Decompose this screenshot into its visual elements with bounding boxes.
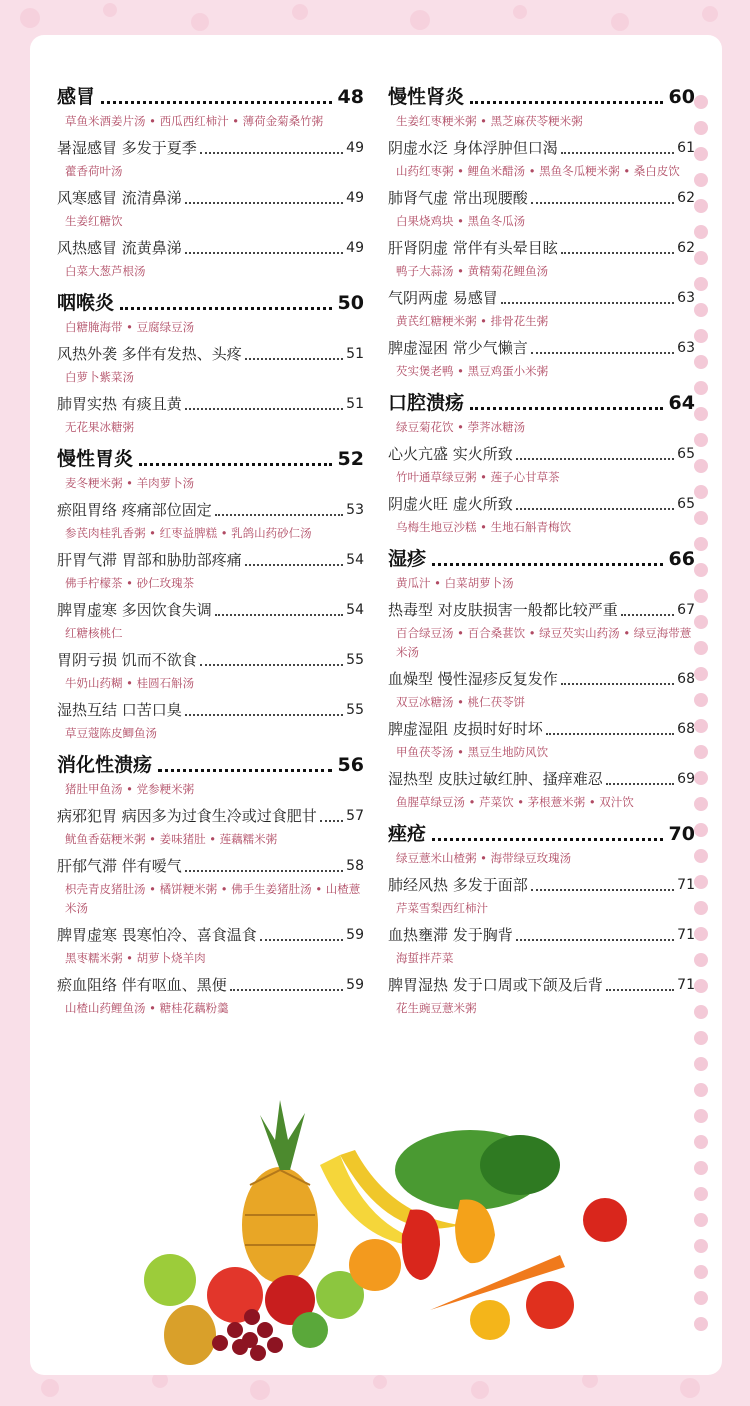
leader-dots: [516, 458, 674, 460]
page-number: 71: [677, 927, 695, 943]
toc-entry[interactable]: [57, 499, 364, 521]
leader-dots: [185, 252, 343, 254]
leader-dots: [531, 889, 674, 891]
page-number: 49: [346, 190, 364, 206]
page-number: 69: [677, 771, 695, 787]
recipe-list: 白糖腌海带 • 豆腐绿豆汤: [65, 320, 195, 334]
page-number: 65: [677, 446, 695, 462]
entry-title: 脾虚湿困 常少气懒言: [388, 339, 528, 357]
entry-title: 病邪犯胃 病因多为过食生冷或过食肥甘: [57, 807, 317, 825]
recipe-list: 山药红枣粥 • 鲤鱼米醋汤 • 黑鱼冬瓜粳米粥 • 桑白皮饮: [396, 164, 680, 178]
recipe-list: 双豆冰糖汤 • 桃仁茯苓饼: [396, 695, 526, 709]
recipe-list: 鱼腥草绿豆汤 • 芹菜饮 • 茅根薏米粥 • 双汁饮: [396, 795, 634, 809]
toc-entry[interactable]: [57, 393, 364, 415]
entry-title: 消化性溃疡: [57, 754, 153, 776]
toc-entry[interactable]: [57, 237, 364, 259]
toc-entry[interactable]: [57, 924, 364, 946]
section-heading[interactable]: [57, 85, 364, 109]
recipe-list: 黄芪红糖粳米粥 • 排骨花生粥: [396, 314, 549, 328]
leader-dots: [320, 820, 343, 822]
leader-dots: [245, 358, 343, 360]
toc-entry[interactable]: [57, 137, 364, 159]
entry-title: 风热感冒 流黄鼻涕: [57, 239, 182, 257]
page-number: 70: [668, 823, 695, 845]
toc-entry[interactable]: [388, 768, 695, 790]
page-number: 62: [677, 190, 695, 206]
leader-dots: [200, 152, 343, 154]
toc-entry[interactable]: [388, 599, 695, 621]
page-number: 49: [346, 240, 364, 256]
recipe-list: 生姜红糖饮: [65, 214, 123, 228]
toc-entry[interactable]: [388, 974, 695, 996]
notebook-holes: [694, 95, 708, 1343]
entry-title: 湿热型 皮肤过敏红肿、搔痒难忍: [388, 770, 603, 788]
section-heading[interactable]: [388, 547, 695, 571]
toc-card: [30, 35, 722, 1375]
leader-dots: [200, 664, 343, 666]
entry-title: 瘀阻胃络 疼痛部位固定: [57, 501, 212, 519]
page-number: 68: [677, 721, 695, 737]
leader-dots: [185, 870, 343, 872]
page-number: 57: [346, 808, 364, 824]
leader-dots: [260, 939, 343, 941]
page-number: 67: [677, 602, 695, 618]
page-number: 58: [346, 858, 364, 874]
page-number: 64: [668, 392, 695, 414]
toc-right-column: [388, 85, 695, 1024]
entry-title: 气阴两虚 易感冒: [388, 289, 498, 307]
page-number: 71: [677, 977, 695, 993]
leader-dots: [185, 202, 343, 204]
recipe-list: 麦冬粳米粥 • 羊肉萝卜汤: [65, 476, 195, 490]
recipe-list: 牛奶山药糊 • 桂圆石斛汤: [65, 676, 195, 690]
section-heading[interactable]: [388, 391, 695, 415]
entry-title: 阴虚火旺 虚火所致: [388, 495, 513, 513]
entry-title: 脾胃虚寒 畏寒怕冷、喜食温食: [57, 926, 257, 944]
toc-entry[interactable]: [57, 974, 364, 996]
leader-dots: [230, 989, 343, 991]
recipe-list: 红糖核桃仁: [65, 626, 123, 640]
toc-entry[interactable]: [388, 493, 695, 515]
entry-title: 慢性肾炎: [388, 86, 465, 108]
entry-title: 热毒型 对皮肤损害一般都比较严重: [388, 601, 618, 619]
leader-dots: [185, 714, 343, 716]
toc-entry[interactable]: [57, 599, 364, 621]
entry-title: 脾胃湿热 发于口周或下颌及后背: [388, 976, 603, 994]
entry-title: 痤疮: [388, 823, 427, 845]
section-heading[interactable]: [57, 291, 364, 315]
toc-entry[interactable]: [388, 924, 695, 946]
toc-entry[interactable]: [57, 187, 364, 209]
page-number: 48: [337, 86, 364, 108]
entry-title: 肝肾阴虚 常伴有头晕目眩: [388, 239, 558, 257]
recipe-list: 鸭子大蒜汤 • 黄精菊花鲤鱼汤: [396, 264, 549, 278]
recipe-list: 枳壳青皮猪肚汤 • 橘饼粳米粥 • 佛手生姜猪肚汤 • 山楂薏米汤: [65, 882, 361, 915]
recipe-list: 芡实煲老鸭 • 黑豆鸡蛋小米粥: [396, 364, 549, 378]
toc-entry[interactable]: [388, 718, 695, 740]
section-heading[interactable]: [388, 85, 695, 109]
leader-dots: [501, 302, 674, 304]
leader-dots: [120, 307, 332, 310]
toc-entry[interactable]: [388, 287, 695, 309]
leader-dots: [432, 838, 663, 841]
page-number: 53: [346, 502, 364, 518]
toc-entry[interactable]: [57, 549, 364, 571]
recipe-list: 海蜇拌芹菜: [396, 951, 454, 965]
recipe-list: 百合绿豆汤 • 百合桑葚饮 • 绿豆芡实山药汤 • 绿豆海带薏米汤: [396, 626, 692, 659]
recipe-list: 鱿鱼香菇粳米粥 • 姜味猪肚 • 莲藕糯米粥: [65, 832, 278, 846]
toc-entry[interactable]: [57, 649, 364, 671]
leader-dots: [561, 683, 674, 685]
leader-dots: [561, 252, 674, 254]
entry-title: 胃阴亏损 饥而不欲食: [57, 651, 197, 669]
recipe-list: 乌梅生地豆沙糕 • 生地石斛青梅饮: [396, 520, 572, 534]
toc-entry[interactable]: [388, 237, 695, 259]
leader-dots: [432, 563, 663, 566]
leader-dots: [101, 101, 332, 104]
entry-title: 心火亢盛 实火所致: [388, 445, 513, 463]
entry-title: 湿疹: [388, 548, 427, 570]
leader-dots: [531, 202, 674, 204]
leader-dots: [245, 564, 343, 566]
entry-title: 肝胃气滞 胃部和胁肋部疼痛: [57, 551, 242, 569]
leader-dots: [139, 463, 332, 466]
leader-dots: [606, 989, 674, 991]
decorative-pattern-top: [0, 0, 750, 40]
entry-title: 脾胃虚寒 多因饮食失调: [57, 601, 212, 619]
page-number: 56: [337, 754, 364, 776]
entry-title: 风热外袭 多伴有发热、头疼: [57, 345, 242, 363]
entry-title: 肺胃实热 有痰且黄: [57, 395, 182, 413]
page-number: 63: [677, 290, 695, 306]
page-number: 68: [677, 671, 695, 687]
page-number: 54: [346, 552, 364, 568]
page-number: 60: [668, 86, 695, 108]
page-number: 59: [346, 977, 364, 993]
entry-title: 慢性胃炎: [57, 448, 134, 470]
fruits-and-vegetables-illustration: [140, 1095, 640, 1365]
toc-entry[interactable]: [388, 443, 695, 465]
leader-dots: [215, 614, 343, 616]
entry-title: 肝郁气滞 伴有嗳气: [57, 857, 182, 875]
recipe-list: 无花果冰糖粥: [65, 420, 134, 434]
recipe-list: 甲鱼茯苓汤 • 黑豆生地防风饮: [396, 745, 549, 759]
entry-title: 脾虚湿阻 皮损时好时坏: [388, 720, 543, 738]
recipe-list: 白菜大葱芦根汤: [65, 264, 146, 278]
toc-entry[interactable]: [388, 668, 695, 690]
recipe-list: 黑枣糯米粥 • 胡萝卜烧羊肉: [65, 951, 206, 965]
entry-title: 瘀血阻络 伴有呕血、黑便: [57, 976, 227, 994]
recipe-list: 芹菜雪梨西红柿汁: [396, 901, 488, 915]
leader-dots: [516, 939, 674, 941]
entry-title: 暑湿感冒 多发于夏季: [57, 139, 197, 157]
page-number: 65: [677, 496, 695, 512]
section-heading[interactable]: [57, 753, 364, 777]
recipe-list: 藿香荷叶汤: [65, 164, 123, 178]
entry-title: 血热壅滞 发于胸背: [388, 926, 513, 944]
leader-dots: [215, 514, 343, 516]
recipe-list: 黄瓜汁 • 白菜胡萝卜汤: [396, 576, 514, 590]
leader-dots: [546, 733, 674, 735]
recipe-list: 竹叶通草绿豆粥 • 莲子心甘草茶: [396, 470, 560, 484]
entry-title: 口腔溃疡: [388, 392, 465, 414]
toc-left-column: [57, 85, 364, 1024]
recipe-list: 猪肚甲鱼汤 • 党参粳米粥: [65, 782, 195, 796]
recipe-list: 白萝卜紫菜汤: [65, 370, 134, 384]
toc-entry[interactable]: [57, 805, 364, 827]
recipe-list: 白果烧鸡块 • 黑鱼冬瓜汤: [396, 214, 526, 228]
entry-title: 肺肾气虚 常出现腰酸: [388, 189, 528, 207]
leader-dots: [470, 407, 663, 410]
leader-dots: [516, 508, 674, 510]
page-number: 66: [668, 548, 695, 570]
page-number: 52: [337, 448, 364, 470]
entry-title: 咽喉炎: [57, 292, 115, 314]
page-number: 51: [346, 346, 364, 362]
page-number: 55: [346, 702, 364, 718]
entry-title: 阴虚水泛 身体浮肿但口渴: [388, 139, 558, 157]
entry-title: 血燥型 慢性湿疹反复发作: [388, 670, 558, 688]
leader-dots: [158, 769, 332, 772]
leader-dots: [621, 614, 674, 616]
page-number: 50: [337, 292, 364, 314]
entry-title: 感冒: [57, 86, 96, 108]
recipe-list: 佛手柠檬茶 • 砂仁玫瑰茶: [65, 576, 195, 590]
page-number: 63: [677, 340, 695, 356]
recipe-list: 草鱼米酒姜片汤 • 西瓜西红柿汁 • 薄荷金菊桑竹粥: [65, 114, 324, 128]
toc-entry[interactable]: [388, 874, 695, 896]
recipe-list: 草豆蔻陈皮鲫鱼汤: [65, 726, 157, 740]
leader-dots: [606, 783, 674, 785]
toc-entry[interactable]: [388, 337, 695, 359]
recipe-list: 绿豆薏米山楂粥 • 海带绿豆玫瑰汤: [396, 851, 572, 865]
page-number: 59: [346, 927, 364, 943]
entry-title: 风寒感冒 流清鼻涕: [57, 189, 182, 207]
entry-title: 肺经风热 多发于面部: [388, 876, 528, 894]
recipe-list: 山楂山药鲤鱼汤 • 糖桂花藕粉羹: [65, 1001, 229, 1015]
page-number: 61: [677, 140, 695, 156]
recipe-list: 参芪肉桂乳香粥 • 红枣益脾糕 • 乳鸽山药砂仁汤: [65, 526, 312, 540]
entry-title: 湿热互结 口苦口臭: [57, 701, 182, 719]
recipe-list: 花生豌豆薏米粥: [396, 1001, 477, 1015]
section-heading[interactable]: [388, 822, 695, 846]
leader-dots: [470, 101, 663, 104]
page-number: 62: [677, 240, 695, 256]
toc-entry[interactable]: [57, 343, 364, 365]
page-number: 49: [346, 140, 364, 156]
toc-entry[interactable]: [57, 855, 364, 877]
leader-dots: [185, 408, 343, 410]
recipe-list: 绿豆菊花饮 • 荸荠冰糖汤: [396, 420, 526, 434]
leader-dots: [531, 352, 674, 354]
toc-entry[interactable]: [388, 137, 695, 159]
page-number: 51: [346, 396, 364, 412]
recipe-list: 生姜红枣粳米粥 • 黑芝麻茯苓粳米粥: [396, 114, 583, 128]
leader-dots: [561, 152, 674, 154]
page-number: 71: [677, 877, 695, 893]
section-heading[interactable]: [57, 447, 364, 471]
toc-entry[interactable]: [388, 187, 695, 209]
page-number: 54: [346, 602, 364, 618]
page-number: 55: [346, 652, 364, 668]
toc-entry[interactable]: [57, 699, 364, 721]
